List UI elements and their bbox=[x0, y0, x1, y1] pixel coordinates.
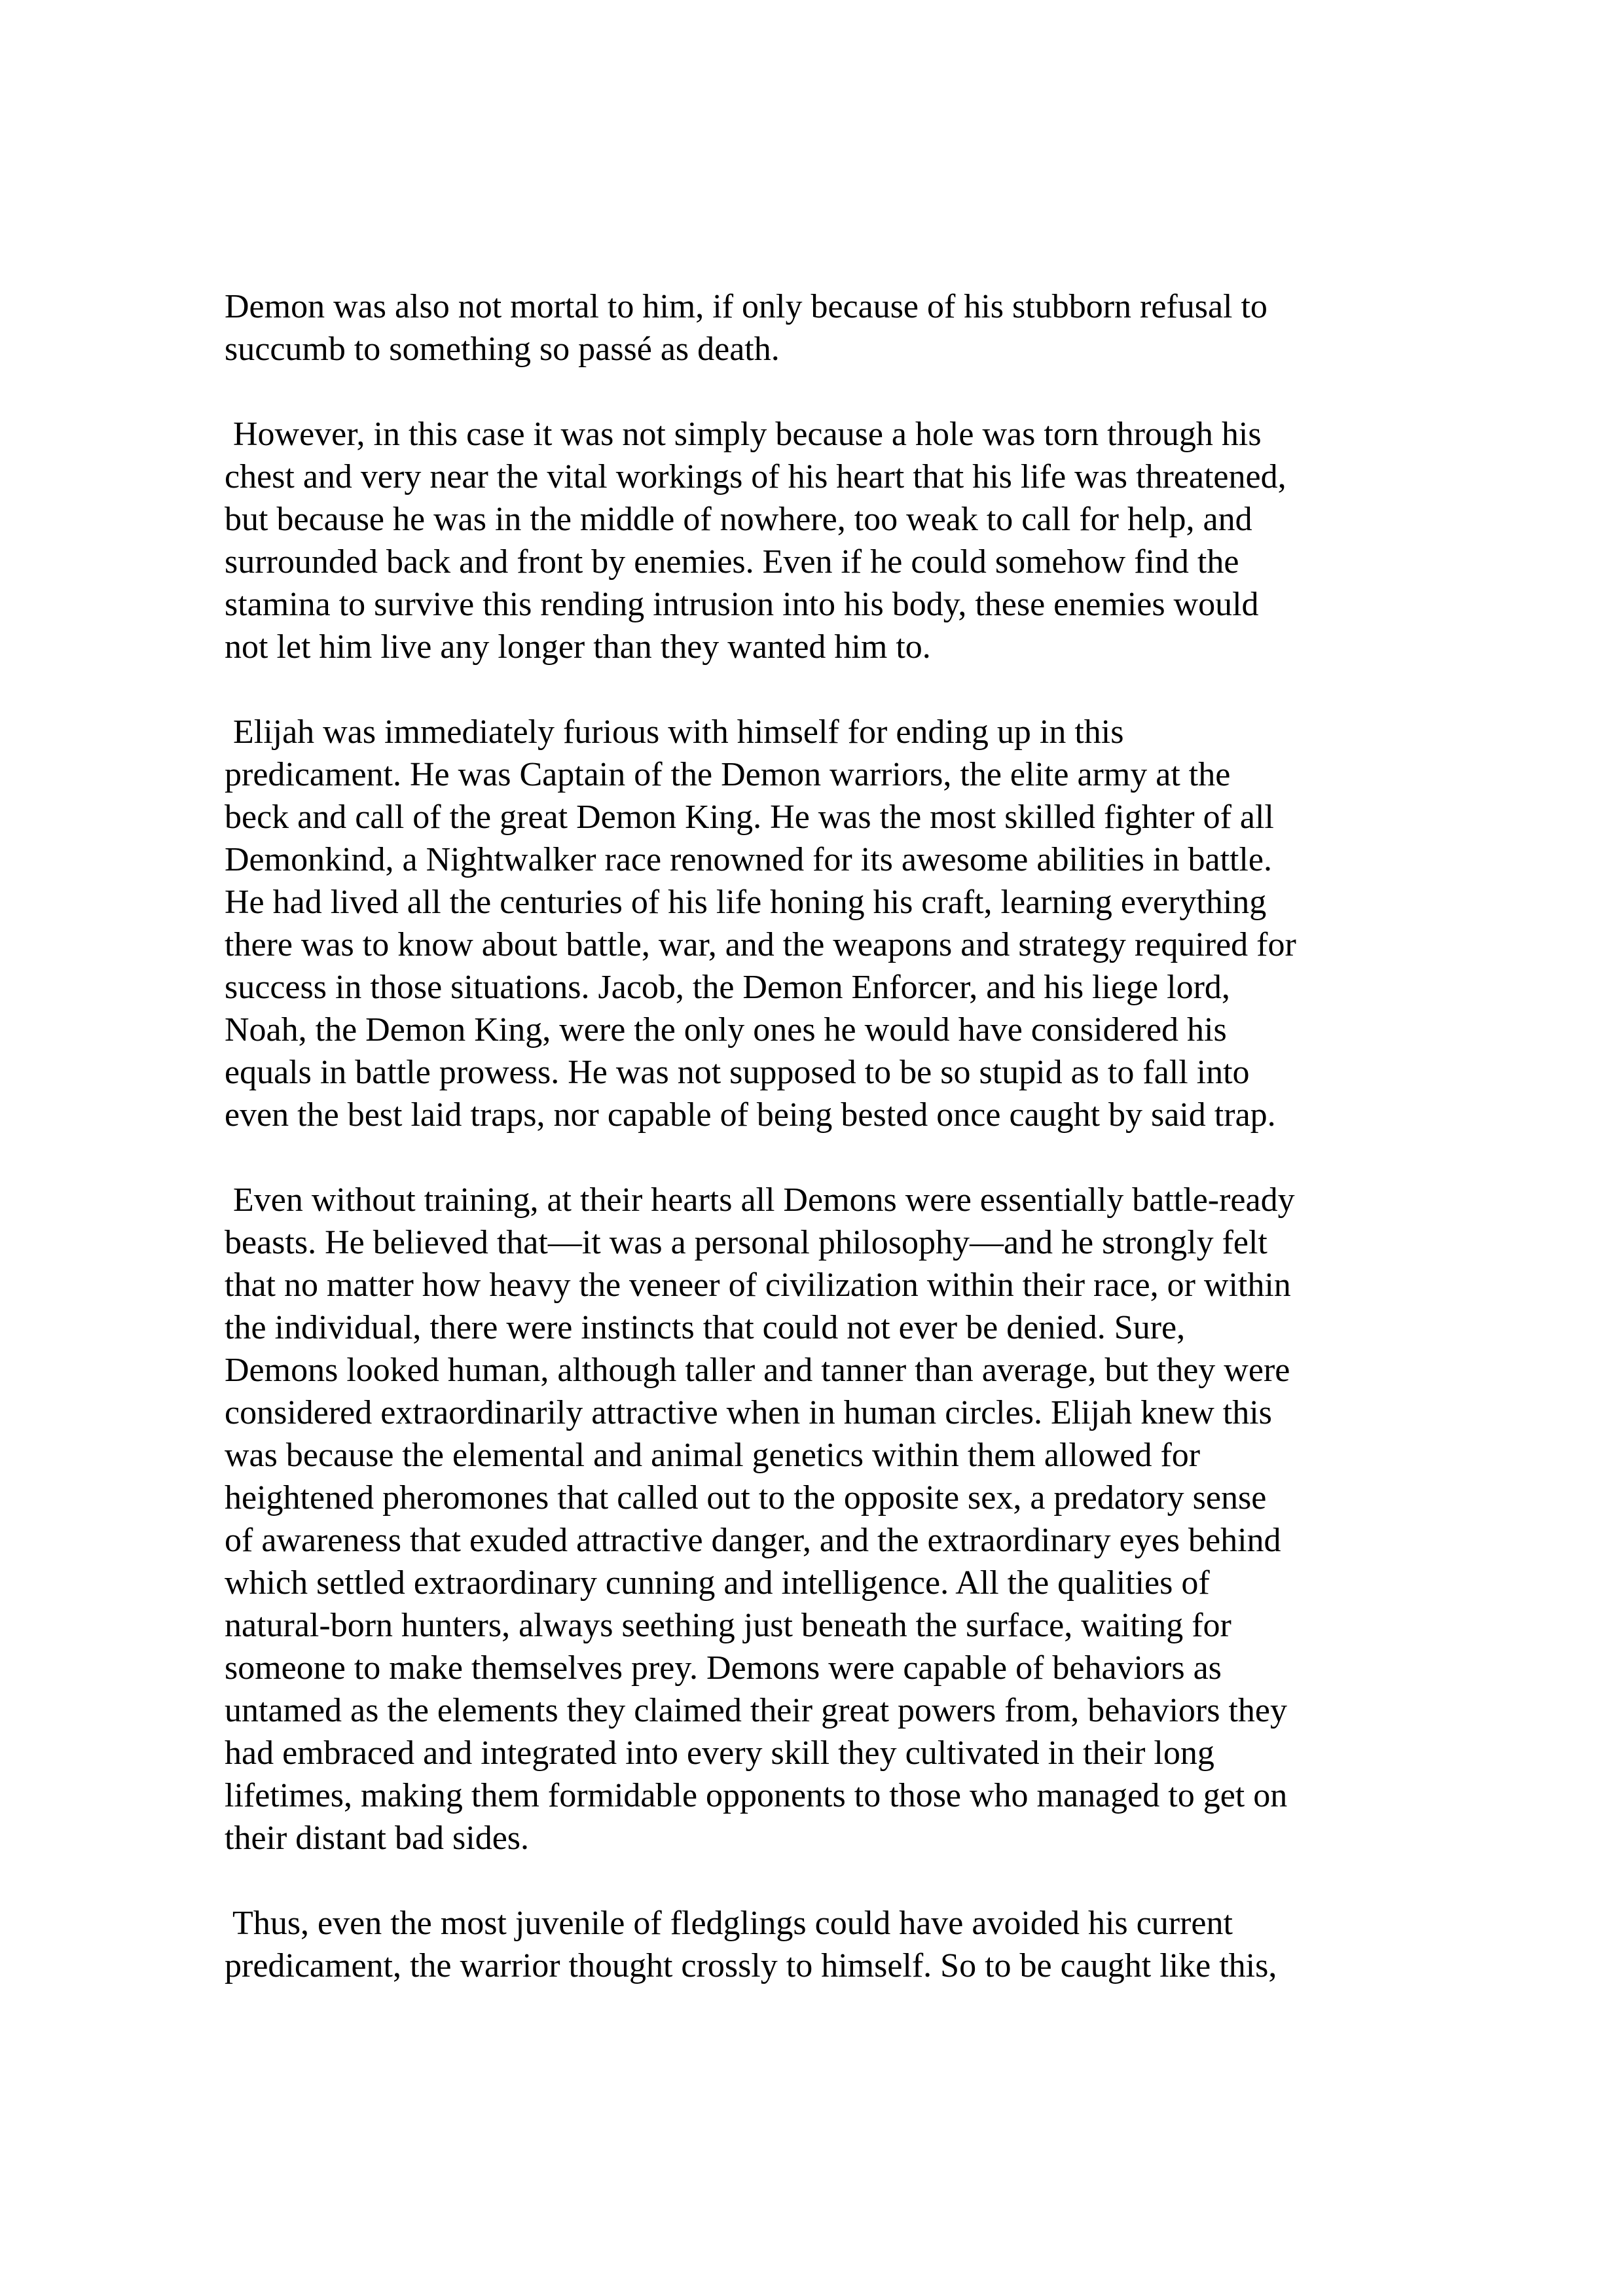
text-line: Elijah was immediately furious with himself for ending up in this bbox=[225, 713, 1124, 751]
paragraph-spacer bbox=[225, 668, 1416, 711]
text-line: predicament, the warrior thought crossly to himself. So to be caught like this, bbox=[225, 1947, 1277, 1984]
text-line: which settled extraordinary cunning and intelligence. All the qualities of bbox=[225, 1564, 1210, 1602]
text-line: untamed as the elements they claimed their great powers from, behaviors they bbox=[225, 1692, 1287, 1729]
text-line: was because the elemental and animal genetics within them allowed for bbox=[225, 1437, 1201, 1474]
paragraph bbox=[225, 413, 1416, 668]
text-line: that no matter how heavy the veneer of civilization within their race, or within bbox=[225, 1266, 1291, 1304]
text-line: predicament. He was Captain of the Demon warriors, the elite army at the bbox=[225, 756, 1231, 793]
paragraph-spacer bbox=[225, 1859, 1416, 1902]
text-line: chest and very near the vital workings of his heart that his life was threatened, bbox=[225, 458, 1286, 495]
text-line: succumb to something so passé as death. bbox=[225, 331, 780, 368]
text-line: success in those situations. Jacob, the Demon Enforcer, and his liege lord, bbox=[225, 969, 1230, 1006]
paragraph bbox=[225, 285, 1416, 370]
paragraph bbox=[225, 711, 1416, 1136]
paragraph-spacer bbox=[225, 1136, 1416, 1179]
paragraph bbox=[225, 1902, 1416, 1987]
text-line: However, in this case it was not simply because a hole was torn through his bbox=[225, 416, 1262, 453]
text-line: their distant bad sides. bbox=[225, 1820, 530, 1857]
text-line: stamina to survive this rending intrusion into his body, these enemies would bbox=[225, 586, 1259, 623]
paragraph-spacer bbox=[225, 370, 1416, 413]
paragraph bbox=[225, 1179, 1416, 1859]
body-text bbox=[225, 285, 1416, 1987]
text-line: Thus, even the most juvenile of fledglings could have avoided his current bbox=[225, 1905, 1233, 1942]
text-line: but because he was in the middle of nowhere, too weak to call for help, and bbox=[225, 501, 1252, 538]
text-line: heightened pheromones that called out to the opposite sex, a predatory sense bbox=[225, 1479, 1267, 1516]
text-line: considered extraordinarily attractive when in human circles. Elijah knew this bbox=[225, 1394, 1272, 1431]
text-line: the individual, there were instincts that could not ever be denied. Sure, bbox=[225, 1309, 1186, 1346]
text-line: had embraced and integrated into every skill they cultivated in their long bbox=[225, 1734, 1214, 1772]
text-line: of awareness that exuded attractive danger, and the extraordinary eyes behind bbox=[225, 1522, 1281, 1559]
text-line: Noah, the Demon King, were the only ones he would have considered his bbox=[225, 1011, 1227, 1049]
text-line: beck and call of the great Demon King. He was the most skilled fighter of all bbox=[225, 798, 1274, 836]
text-line: there was to know about battle, war, and the weapons and strategy required for bbox=[225, 926, 1296, 963]
text-line: Demons looked human, although taller and tanner than average, but they were bbox=[225, 1352, 1290, 1389]
text-line: Demon was also not mortal to him, if only because of his stubborn refusal to bbox=[225, 288, 1267, 325]
text-line: beasts. He believed that—it was a personal philosophy—and he strongly felt bbox=[225, 1224, 1267, 1261]
text-line: Even without training, at their hearts all Demons were essentially battle-ready bbox=[225, 1181, 1295, 1219]
text-line: someone to make themselves prey. Demons were capable of behaviors as bbox=[225, 1649, 1222, 1687]
text-line: even the best laid traps, nor capable of being bested once caught by said trap. bbox=[225, 1096, 1276, 1134]
text-line: natural-born hunters, always seething just beneath the surface, waiting for bbox=[225, 1607, 1231, 1644]
text-line: Demonkind, a Nightwalker race renowned for its awesome abilities in battle. bbox=[225, 841, 1272, 878]
text-line: surrounded back and front by enemies. Even if he could somehow find the bbox=[225, 543, 1239, 581]
text-line: not let him live any longer than they wanted him to. bbox=[225, 628, 931, 666]
text-line: equals in battle prowess. He was not supposed to be so stupid as to fall into bbox=[225, 1054, 1250, 1091]
text-line: lifetimes, making them formidable opponents to those who managed to get on bbox=[225, 1777, 1288, 1814]
text-line: He had lived all the centuries of his life honing his craft, learning everything bbox=[225, 884, 1267, 921]
